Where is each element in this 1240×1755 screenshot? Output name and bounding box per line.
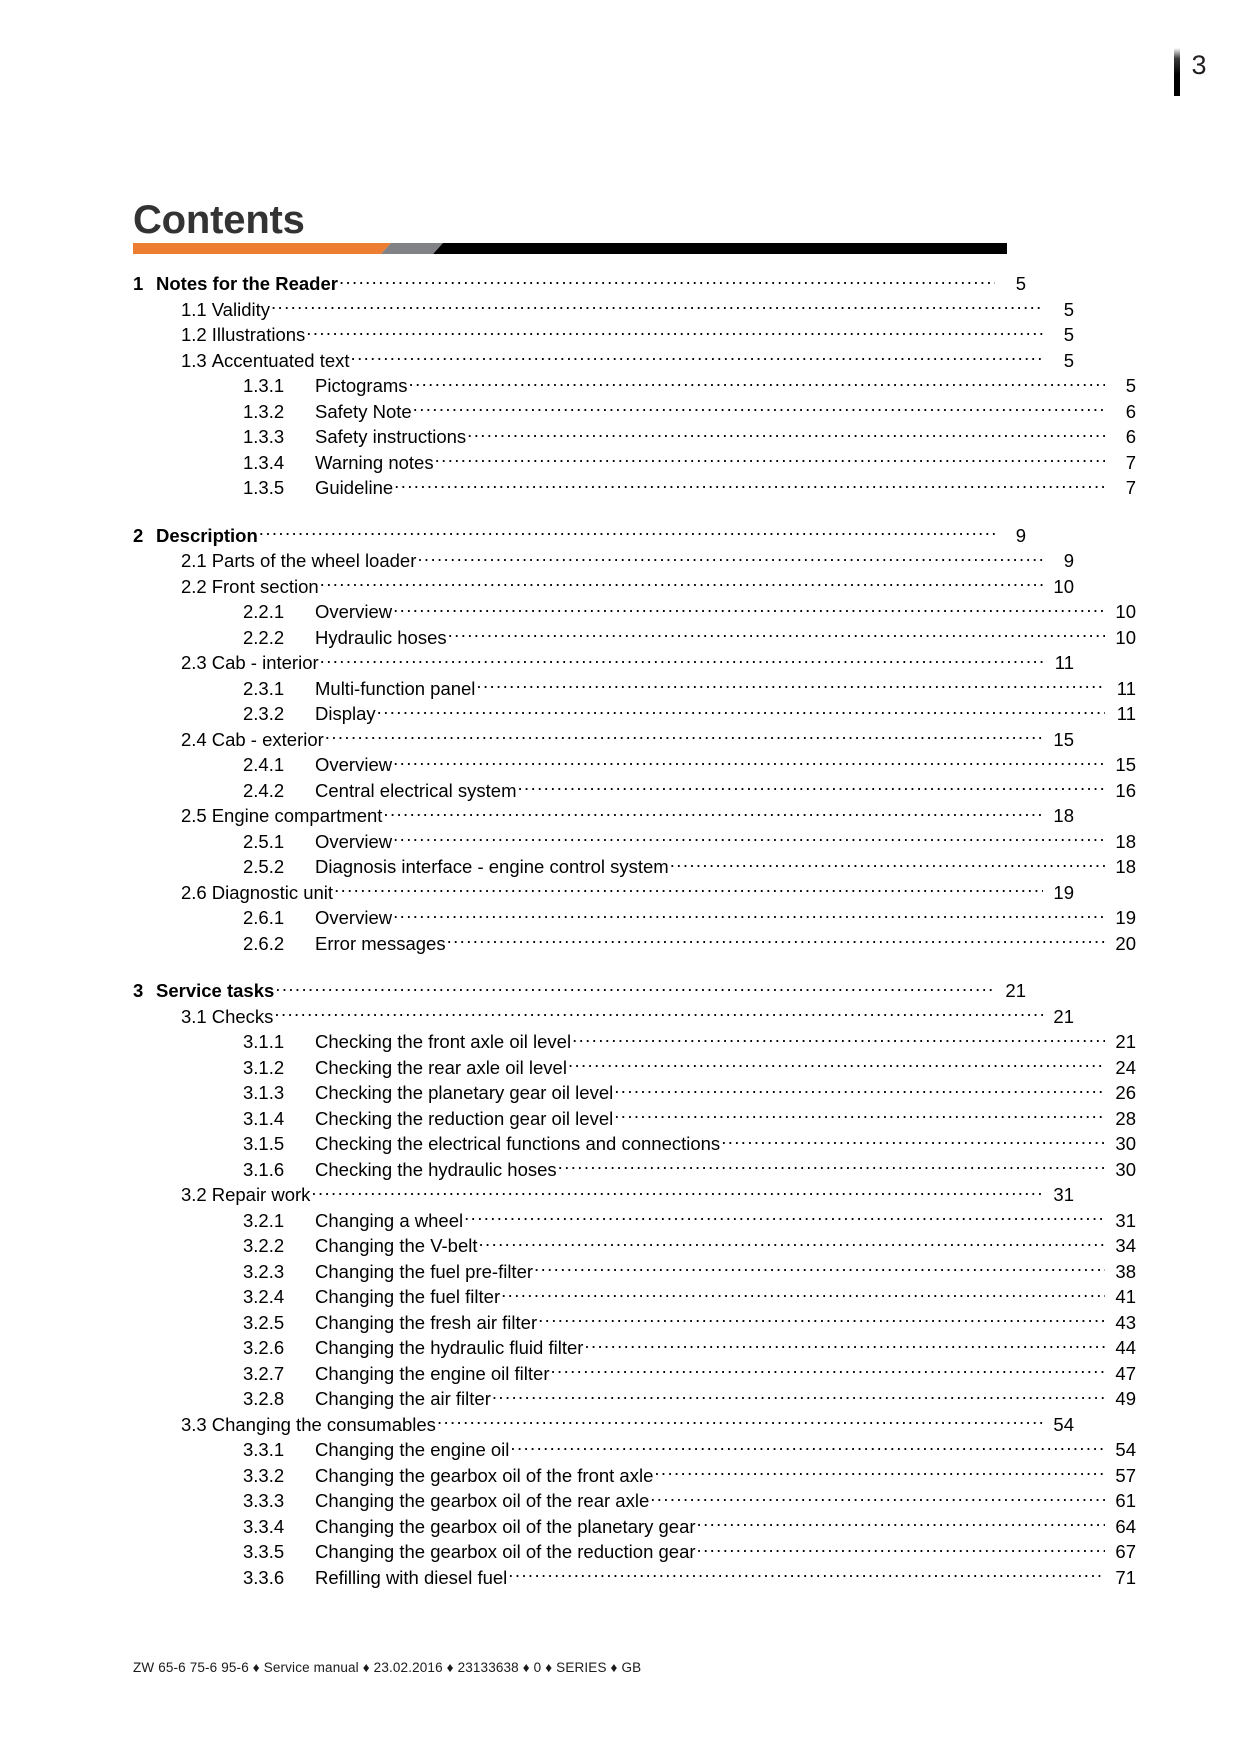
toc-entry-number: 2.6.1 xyxy=(243,907,285,928)
toc-dot-leader xyxy=(614,1106,1105,1125)
toc-group xyxy=(133,978,1136,1590)
toc-entry-label: Pictograms xyxy=(315,375,408,396)
toc-entry[interactable] xyxy=(133,1386,1136,1412)
toc-entry-number: 3.2.8 xyxy=(243,1388,285,1409)
toc-entry[interactable] xyxy=(133,348,1074,374)
toc-entry-label: Cab - interior xyxy=(211,652,319,673)
toc-entry-label: Description xyxy=(156,524,258,546)
toc-entry[interactable] xyxy=(133,829,1136,855)
toc-entry[interactable] xyxy=(133,322,1074,348)
toc-entry[interactable] xyxy=(133,727,1074,753)
toc-entry-number: 2.6.2 xyxy=(243,932,285,954)
toc-entry-label: Engine compartment xyxy=(211,805,383,826)
toc-dot-leader xyxy=(306,323,1043,342)
toc-entry-label: Changing the air filter xyxy=(315,1388,491,1409)
toc-entry[interactable] xyxy=(133,1029,1136,1055)
toc-entry[interactable] xyxy=(133,1335,1136,1361)
toc-entry-page-number: 20 xyxy=(1115,932,1136,954)
toc-entry-label: Checking the reduction gear oil level xyxy=(315,1107,614,1129)
toc-entry-label: Changing the fuel pre-filter xyxy=(315,1260,534,1282)
toc-dot-leader xyxy=(568,1055,1105,1074)
toc-entry-label: Diagnostic unit xyxy=(211,881,334,903)
toc-entry[interactable] xyxy=(133,1157,1136,1183)
toc-entry-number: 3 xyxy=(133,980,144,1001)
toc-entry-page-number: 5 xyxy=(1063,349,1074,371)
toc-entry-page-number: 5 xyxy=(1063,324,1074,345)
toc-entry-label: Validity xyxy=(211,298,270,320)
toc-entry[interactable] xyxy=(133,701,1136,727)
toc-entry-number: 3.1.3 xyxy=(243,1082,285,1103)
toc-entry[interactable] xyxy=(133,1514,1136,1540)
toc-entry-page-number: 38 xyxy=(1115,1260,1136,1282)
toc-entry[interactable] xyxy=(133,1361,1136,1387)
toc-dot-leader xyxy=(518,778,1105,797)
page-title: Contents xyxy=(133,198,305,242)
toc-dot-leader xyxy=(572,1030,1105,1049)
toc-entry-page-number: 6 xyxy=(1125,426,1136,447)
toc-entry-number: 1.3 xyxy=(181,349,207,371)
toc-entry-page-number: 16 xyxy=(1115,779,1136,801)
toc-dot-leader xyxy=(325,727,1043,746)
toc-dot-leader xyxy=(320,651,1043,670)
toc-dot-leader xyxy=(394,476,1105,495)
toc-dot-leader xyxy=(271,297,1043,316)
toc-entry[interactable] xyxy=(133,1233,1136,1259)
toc-entry-number: 1.3.4 xyxy=(243,451,285,473)
toc-dot-leader xyxy=(351,348,1043,367)
toc-entry-page-number: 18 xyxy=(1053,805,1074,826)
title-accent-bar xyxy=(133,243,1007,254)
toc-entry-label: Checking the front axle oil level xyxy=(315,1031,572,1052)
toc-entry-page-number: 31 xyxy=(1115,1209,1136,1231)
toc-entry[interactable] xyxy=(133,1259,1136,1285)
toc-entry-label: Checking the rear axle oil level xyxy=(315,1056,567,1078)
toc-dot-leader xyxy=(614,1081,1105,1100)
toc-dot-leader xyxy=(510,1438,1105,1457)
toc-entry-page-number: 71 xyxy=(1115,1566,1136,1588)
toc-entry[interactable] xyxy=(133,1080,1136,1106)
toc-entry-page-number: 41 xyxy=(1115,1286,1136,1307)
toc-entry[interactable] xyxy=(133,271,1026,297)
toc-entry-page-number: 21 xyxy=(1115,1031,1136,1052)
toc-entry[interactable] xyxy=(133,450,1136,476)
toc-entry-number: 1 xyxy=(133,273,144,294)
toc-dot-leader xyxy=(551,1361,1106,1380)
toc-dot-leader xyxy=(558,1157,1105,1176)
toc-entry[interactable] xyxy=(133,650,1074,676)
toc-entry-label: Overview xyxy=(315,907,393,928)
toc-entry[interactable] xyxy=(133,399,1136,425)
toc-entry[interactable] xyxy=(133,475,1136,501)
toc-entry-number: 3.1.5 xyxy=(243,1133,285,1154)
toc-entry-label: Diagnosis interface - engine control system xyxy=(315,856,669,877)
toc-entry-number: 3.3.4 xyxy=(243,1515,285,1537)
toc-dot-leader xyxy=(393,829,1105,848)
toc-entry-page-number: 11 xyxy=(1054,652,1074,673)
toc-entry-number: 3.2.6 xyxy=(243,1337,285,1358)
toc-entry-number: 3.2 xyxy=(181,1184,207,1205)
toc-entry-number: 2.4.1 xyxy=(243,754,285,775)
toc-dot-leader xyxy=(320,574,1043,593)
toc-dot-leader xyxy=(650,1489,1105,1508)
toc-entry-number: 2.4 xyxy=(181,728,207,750)
toc-group-separator xyxy=(133,501,1026,523)
toc-entry-label: Illustrations xyxy=(211,324,306,345)
toc-dot-leader xyxy=(377,702,1105,721)
toc-entry-page-number: 64 xyxy=(1115,1515,1136,1537)
toc-dot-leader xyxy=(435,450,1105,469)
toc-entry-number: 3.2.1 xyxy=(243,1209,285,1231)
toc-group-separator xyxy=(133,956,1026,978)
toc-entry-label: Repair work xyxy=(211,1184,311,1205)
toc-entry-number: 2.3 xyxy=(181,652,207,673)
toc-entry-page-number: 7 xyxy=(1125,451,1136,473)
toc-dot-leader xyxy=(339,272,995,291)
toc-entry-number: 3.1.4 xyxy=(243,1107,285,1129)
toc-entry-page-number: 24 xyxy=(1115,1056,1136,1078)
toc-entry-page-number: 19 xyxy=(1115,907,1136,928)
toc-entry-number: 2.3.1 xyxy=(243,677,285,699)
toc-group xyxy=(133,271,1136,501)
toc-group xyxy=(133,523,1136,957)
toc-dot-leader xyxy=(274,1004,1043,1023)
toc-dot-leader xyxy=(413,399,1105,418)
toc-dot-leader xyxy=(508,1565,1105,1584)
toc-entry[interactable] xyxy=(133,880,1074,906)
toc-dot-leader xyxy=(721,1132,1105,1151)
toc-dot-leader xyxy=(492,1387,1105,1406)
toc-dot-leader xyxy=(393,753,1105,772)
toc-dot-leader xyxy=(654,1463,1105,1482)
toc-entry-label: Checks xyxy=(211,1005,274,1027)
toc-entry-number: 3.3.2 xyxy=(243,1464,285,1486)
toc-entry[interactable] xyxy=(133,373,1136,399)
toc-entry-page-number: 21 xyxy=(1053,1005,1074,1027)
toc-entry-page-number: 10 xyxy=(1053,575,1074,597)
toc-entry[interactable] xyxy=(133,854,1136,880)
toc-entry-page-number: 30 xyxy=(1115,1133,1136,1154)
toc-entry-number: 2 xyxy=(133,524,144,546)
toc-entry[interactable] xyxy=(133,978,1026,1004)
toc-entry-number: 1.3.1 xyxy=(243,375,285,396)
toc-entry-number: 2.1 xyxy=(181,550,207,571)
toc-entry-page-number: 18 xyxy=(1115,830,1136,852)
toc-entry-number: 3.3.5 xyxy=(243,1541,285,1562)
toc-entry[interactable] xyxy=(133,574,1074,600)
toc-entry-page-number: 30 xyxy=(1115,1158,1136,1180)
toc-entry-label: Checking the planetary gear oil level xyxy=(315,1082,614,1103)
toc-entry-page-number: 57 xyxy=(1115,1464,1136,1486)
toc-entry-number: 1.3.2 xyxy=(243,400,285,422)
toc-dot-leader xyxy=(479,1234,1105,1253)
toc-dot-leader xyxy=(697,1540,1105,1559)
toc-dot-leader xyxy=(437,1412,1043,1431)
toc-entry-label: Changing the gearbox oil of the reduction gear xyxy=(315,1541,696,1562)
toc-entry-label: Display xyxy=(315,703,376,724)
toc-entry-number: 3.2.4 xyxy=(243,1286,285,1307)
toc-entry[interactable] xyxy=(133,778,1136,804)
toc-entry-number: 2.2.2 xyxy=(243,626,285,648)
toc-dot-leader xyxy=(448,625,1105,644)
toc-entry-label: Parts of the wheel loader xyxy=(211,550,417,571)
toc-entry-number: 2.4.2 xyxy=(243,779,285,801)
toc-entry[interactable] xyxy=(133,905,1136,931)
toc-entry-label: Guideline xyxy=(315,477,394,498)
toc-entry-page-number: 15 xyxy=(1053,728,1074,750)
accent-bar-graphic xyxy=(133,243,1007,254)
toc-dot-leader xyxy=(393,600,1105,619)
toc-dot-leader xyxy=(334,880,1043,899)
toc-entry-page-number: 10 xyxy=(1115,626,1136,648)
toc-entry-page-number: 19 xyxy=(1053,881,1074,903)
toc-entry[interactable] xyxy=(133,548,1074,574)
toc-dot-leader xyxy=(417,549,1043,568)
toc-dot-leader xyxy=(393,906,1105,925)
toc-entry[interactable] xyxy=(133,1055,1136,1081)
toc-entry-number: 2.5 xyxy=(181,805,207,826)
toc-entry-page-number: 9 xyxy=(1015,524,1026,546)
toc-entry-number: 3.2.7 xyxy=(243,1362,285,1384)
toc-entry-number: 3.2.3 xyxy=(243,1260,285,1282)
toc-entry-label: Overview xyxy=(315,754,393,775)
toc-entry-page-number: 67 xyxy=(1115,1541,1136,1562)
toc-entry-page-number: 28 xyxy=(1115,1107,1136,1129)
toc-entry[interactable] xyxy=(133,1004,1074,1030)
toc-entry[interactable] xyxy=(133,1310,1136,1336)
toc-entry-number: 3.1.2 xyxy=(243,1056,285,1078)
toc-entry[interactable] xyxy=(133,523,1026,549)
toc-entry-page-number: 5 xyxy=(1015,273,1026,294)
toc-entry-page-number: 5 xyxy=(1125,375,1136,396)
toc-dot-leader xyxy=(584,1336,1105,1355)
toc-entry-label: Safety instructions xyxy=(315,426,467,447)
toc-entry-number: 1.1 xyxy=(181,298,207,320)
toc-entry-page-number: 43 xyxy=(1115,1311,1136,1333)
toc-entry-number: 3.1.6 xyxy=(243,1158,285,1180)
toc-entry-label: Changing the fuel filter xyxy=(315,1286,501,1307)
toc-dot-leader xyxy=(534,1259,1105,1278)
toc-entry[interactable] xyxy=(133,1208,1136,1234)
toc-entry-number: 2.5.2 xyxy=(243,856,285,877)
toc-dot-leader xyxy=(467,425,1105,444)
toc-entry-label: Changing the gearbox oil of the rear axle xyxy=(315,1490,650,1511)
toc-entry-page-number: 44 xyxy=(1115,1337,1136,1358)
toc-entry-page-number: 31 xyxy=(1053,1184,1074,1205)
toc-entry-label: Changing a wheel xyxy=(315,1209,464,1231)
toc-entry-label: Accentuated text xyxy=(211,349,350,371)
toc-entry-page-number: 47 xyxy=(1115,1362,1136,1384)
toc-entry-number: 2.6 xyxy=(181,881,207,903)
toc-entry[interactable] xyxy=(133,1284,1136,1310)
toc-entry-number: 2.2 xyxy=(181,575,207,597)
toc-dot-leader xyxy=(259,523,995,542)
toc-entry[interactable] xyxy=(133,931,1136,957)
toc-entry-label: Refilling with diesel fuel xyxy=(315,1566,508,1588)
toc-entry-label: Changing the consumables xyxy=(211,1413,436,1435)
toc-entry-label: Checking the electrical functions and connections xyxy=(315,1133,721,1154)
toc-dot-leader xyxy=(275,979,995,998)
toc-entry[interactable] xyxy=(133,424,1136,450)
toc-dot-leader xyxy=(501,1285,1105,1304)
toc-entry-label: Service tasks xyxy=(156,980,275,1001)
toc-entry-label: Central electrical system xyxy=(315,779,517,801)
toc-entry[interactable] xyxy=(133,1437,1136,1463)
toc-entry[interactable] xyxy=(133,1488,1136,1514)
toc-entry-number: 2.3.2 xyxy=(243,703,285,724)
accent-bar-gray-segment xyxy=(381,243,443,254)
toc-entry-page-number: 5 xyxy=(1063,298,1074,320)
toc-entry-label: Changing the fresh air filter xyxy=(315,1311,538,1333)
toc-dot-leader xyxy=(476,676,1105,695)
toc-entry-label: Error messages xyxy=(315,932,446,954)
toc-entry-page-number: 54 xyxy=(1115,1439,1136,1460)
toc-entry-page-number: 26 xyxy=(1115,1082,1136,1103)
toc-entry-page-number: 54 xyxy=(1053,1413,1074,1435)
toc-entry-number: 3.3.3 xyxy=(243,1490,285,1511)
toc-entry-number: 1.3.3 xyxy=(243,426,285,447)
toc-entry-number: 2.5.1 xyxy=(243,830,285,852)
toc-entry-page-number: 18 xyxy=(1115,856,1136,877)
toc-entry-page-number: 15 xyxy=(1115,754,1136,775)
toc-entry-number: 3.1.1 xyxy=(243,1031,285,1052)
toc-entry-number: 3.3.1 xyxy=(243,1439,285,1460)
table-of-contents xyxy=(133,271,1136,1590)
toc-entry[interactable] xyxy=(133,1412,1074,1438)
toc-entry-number: 2.2.1 xyxy=(243,601,285,622)
toc-entry-label: Hydraulic hoses xyxy=(315,626,447,648)
toc-dot-leader xyxy=(464,1208,1105,1227)
page-footer: ZW 65-6 75-6 95-6 ♦ Service manual ♦ 23.02.2016 ♦ 23133638 ♦ 0 ♦ SERIES ♦ GB xyxy=(133,1660,642,1675)
toc-entry[interactable] xyxy=(133,1463,1136,1489)
toc-entry-label: Safety Note xyxy=(315,400,412,422)
toc-entry-number: 3.2.2 xyxy=(243,1235,285,1256)
toc-entry-number: 1.2 xyxy=(181,324,207,345)
toc-entry-label: Changing the hydraulic fluid filter xyxy=(315,1337,584,1358)
page-number-rule xyxy=(1174,48,1180,96)
toc-entry-page-number: 21 xyxy=(1005,980,1026,1001)
toc-entry-label: Cab - exterior xyxy=(211,728,324,750)
toc-entry-label: Changing the gearbox oil of the planetary gear xyxy=(315,1515,696,1537)
toc-entry-label: Front section xyxy=(211,575,319,597)
toc-entry[interactable] xyxy=(133,1131,1136,1157)
toc-entry-label: Changing the engine oil xyxy=(315,1439,510,1460)
toc-dot-leader xyxy=(383,804,1043,823)
toc-entry[interactable] xyxy=(133,1106,1136,1132)
toc-entry-page-number: 6 xyxy=(1125,400,1136,422)
toc-entry-page-number: 61 xyxy=(1115,1490,1136,1511)
toc-entry-label: Changing the gearbox oil of the front axle xyxy=(315,1464,654,1486)
toc-entry[interactable] xyxy=(133,297,1074,323)
toc-entry-label: Warning notes xyxy=(315,451,434,473)
toc-entry-number: 3.1 xyxy=(181,1005,207,1027)
toc-dot-leader xyxy=(311,1183,1043,1202)
toc-entry-page-number: 11 xyxy=(1116,703,1136,724)
toc-entry[interactable] xyxy=(133,599,1136,625)
page-header xyxy=(1000,48,1240,104)
toc-entry[interactable] xyxy=(133,803,1074,829)
toc-entry-page-number: 7 xyxy=(1125,477,1136,498)
toc-entry-label: Multi-function panel xyxy=(315,677,476,699)
toc-dot-leader xyxy=(670,855,1105,874)
toc-entry[interactable] xyxy=(133,1539,1136,1565)
accent-bar-black-segment xyxy=(433,243,1007,254)
toc-entry[interactable] xyxy=(133,625,1136,651)
toc-dot-leader xyxy=(697,1514,1105,1533)
toc-entry-label: Overview xyxy=(315,830,393,852)
toc-entry-number: 3.2.5 xyxy=(243,1311,285,1333)
toc-dot-leader xyxy=(409,374,1105,393)
toc-entry[interactable] xyxy=(133,1182,1074,1208)
page-number: 3 xyxy=(1191,50,1207,80)
toc-entry[interactable] xyxy=(133,1565,1136,1591)
toc-entry[interactable] xyxy=(133,676,1136,702)
toc-entry-label: Changing the V-belt xyxy=(315,1235,478,1256)
toc-dot-leader xyxy=(447,931,1105,950)
toc-entry[interactable] xyxy=(133,752,1136,778)
toc-entry-page-number: 34 xyxy=(1115,1235,1136,1256)
toc-entry-number: 3.3.6 xyxy=(243,1566,285,1588)
toc-entry-label: Checking the hydraulic hoses xyxy=(315,1158,557,1180)
accent-bar-orange-segment xyxy=(133,243,391,254)
toc-entry-number: 1.3.5 xyxy=(243,477,285,498)
toc-entry-label: Overview xyxy=(315,601,393,622)
toc-dot-leader xyxy=(538,1310,1105,1329)
toc-entry-number: 3.3 xyxy=(181,1413,207,1435)
toc-entry-page-number: 49 xyxy=(1115,1388,1136,1409)
toc-entry-label: Changing the engine oil filter xyxy=(315,1362,550,1384)
toc-entry-page-number: 11 xyxy=(1116,677,1136,699)
toc-entry-page-number: 9 xyxy=(1063,550,1074,571)
toc-entry-page-number: 10 xyxy=(1115,601,1136,622)
toc-entry-label: Notes for the Reader xyxy=(156,273,338,294)
